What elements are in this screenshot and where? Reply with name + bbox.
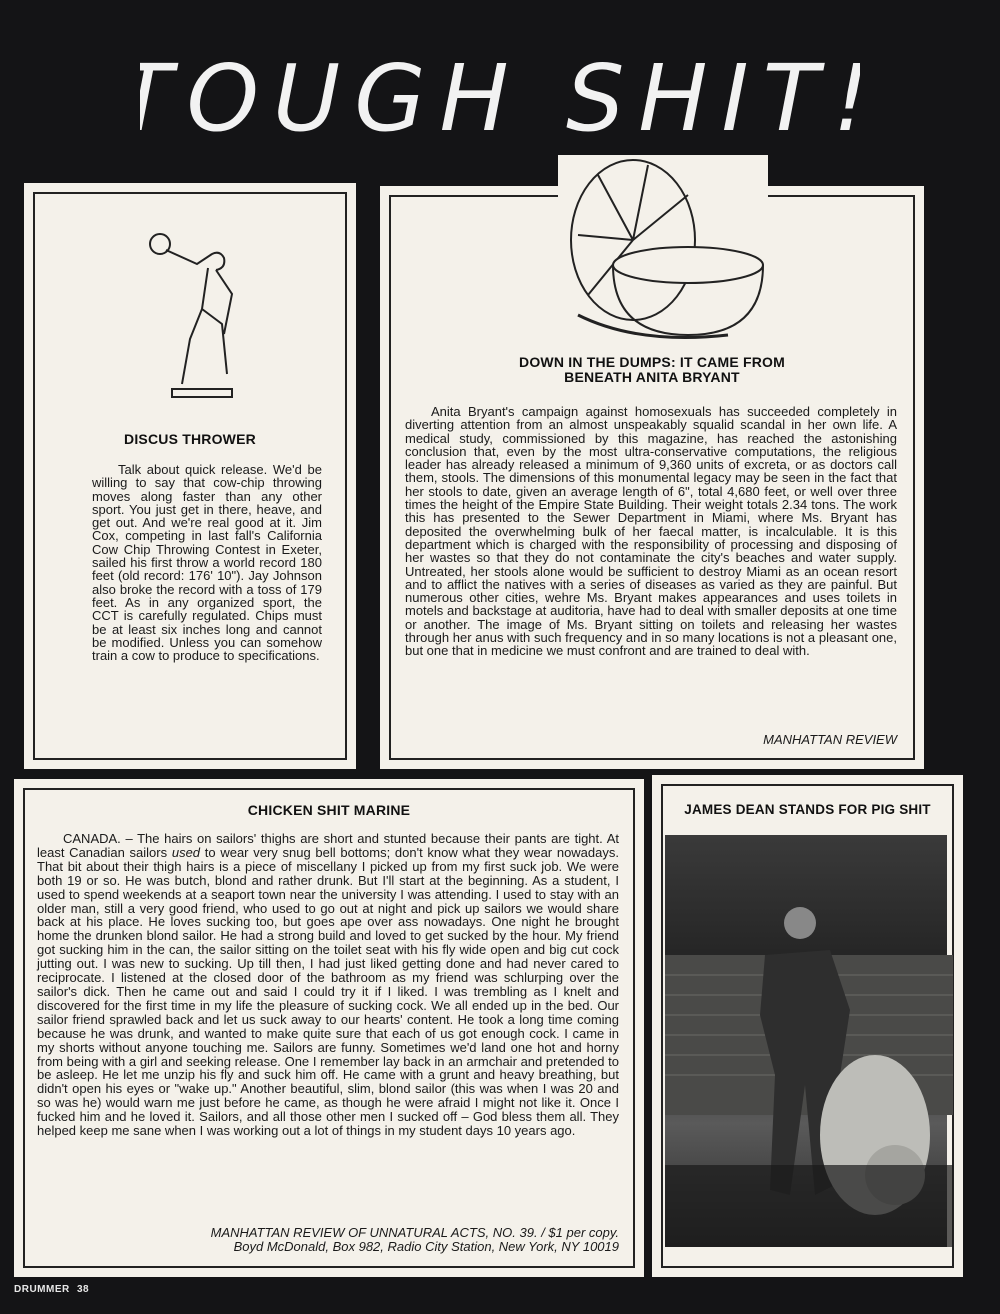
article-discus-thrower [24,183,356,769]
page-title-text: TOUGH SHIT! [140,45,860,152]
magazine-name: DRUMMER [14,1284,70,1295]
orange-illustration [558,155,768,345]
credit-line: Boyd McDonald, Box 982, Radio City Station, New York, NY 10019 [233,1239,619,1254]
discus-statue-illustration [142,224,262,409]
article-down-in-the-dumps [380,186,924,769]
headline: DOWN IN THE DUMPS: IT CAME FROM BENEATH ANITA BRYANT [519,354,785,385]
body-part: CANADA. – The hairs on sailors' thighs are short and stunted because their pants are tight. At least Canadian sailors [37,831,619,860]
credit-line: MANHATTAN REVIEW OF UNNATURAL ACTS, NO. 39. / $1 per copy. [210,1225,619,1240]
article-body [37,832,619,1138]
credit [211,1226,619,1254]
page-title [140,30,860,160]
article-james-dean [652,775,963,1277]
page-number: 38 [77,1284,90,1295]
james-dean-pig-photo [665,835,947,1247]
headline: DISCUS THROWER [124,431,256,447]
page-footer [14,1284,89,1295]
credit: MANHATTAN REVIEW [763,732,897,747]
emphasis: used [171,844,201,860]
article-body: Anita Bryant's campaign against homosexuals has succeeded completely in diverting attention from an almost unspeakably squalid scandal in her own life. A medical study, commissioned by this magazine, has reached the astonishing conclusion that, even by the most ultra-conservative computations, the religious leader has already released a minimum of 9,360 units of excreta, or as doctors call them, stools. The dimensions of this monumental legacy may be seen in the fact that her stools to date, given an average length of 6", total 4,680 feet, or well over three times the height of the Empire State Building. Their weight totals 2.34 tons. The work this has presented to the Sewer Department in Miami, where Ms. Bryant has deposited the overwhelming bulk of her faecal matter, is incalculable. It is this department which is charged with the responsibility of processing and disposing of her wastes so that they do not contaminate the city's beaches and water supply. Untreated, her stools alone would be sufficient to destroy Miami as an ocean resort and to afflict the natives with a series of diseases as varied as they are painful. But numerous other cities, wehre Ms. Bryant makes appearances and uses toilets in motels and backstage at auditoria, have had to deal with smaller deposits at one time or another. The image of Ms. Bryant sitting on toilets and releasing her wastes through her anus with such frequency and in so many locations is not a pleasant one, but one that in medicine we must confront and are trained to deal with. [405,404,897,659]
headline: CHICKEN SHIT MARINE [247,802,411,818]
article-body: Talk about quick release. We'd be willing to say that cow-chip throwing moves along faster than any other sport. You just get in there, heave, and get out. And we're real good at it. Jim Cox, competing in last fall's California Cow Chip Throwing Contest in Exeter, sailed his first throw a world record 180 feet (old record: 176' 10"). Jay Johnson also broke the record with a toss of 179 feet. As in any organized sport, the CCT is carefully regulated. Chips must be at least six inches long and cannot be modified. Unless you can somehow train a cow to produce to specifications. [92,462,322,664]
article-chicken-shit-marine [14,779,644,1277]
body-part: to wear very snug bell bottoms; don't know what they wear nowadays. That bit about their thigh hairs is a piece of miscellany I picked up from my first suck job. We were both 19 or so. He was butch, blond and rather drunk. But I'll start at the beginning. As a student, I used to spend weekends at a seaport town near the university I was attending. I used to stay with an older man, still a very good friend, who used to go out at night and pick up sailors we would share back at his place. He loves sucking too, but goes ape over ass nowadays. One night he brought home the drunken blond sailor. He had a strong build and loved to get sucked by the hour. My friend got sucking him in the can, the sailor sitting on the toilet seat with his fly wide open and big cut cock jutting out. I was new to sucking. Up till then, I had just liked getting done and had never cared to reciprocate. I listened at the closed door of the bathroom as my friend was schlurping over the sailor's dick. Then he came out and said I could try it if I liked. I was trembling as I knelt and discovered for the first time in my life the pleasure of sucking cock. We all ended up in the bed. Our sailor friend sprawled back and let us suck away to our hearts' content. He took a long time coming because he was drunk, and wanted to make quite sure that each of us got enough cock. I came in my shorts without anyone touching me. Sailors are funny. Sometimes we'd land one hot and horny from being with a girl and seeking release. One I remember lay back in an armchair and pretended to be asleep. He let me unzip his fly and suck him off. He came with a grunt and heavy breathing, but didn't open his eyes or "wake up." Another beautiful, slim, blond sailor (this was when I was 20 and so was he) would warn me just before he came, as though he were afraid I might not like it. Once I fucked him and he loved it. Sailors, and all those other men I sucked off – God bless them all. They helped keep me sane when I was working out a lot of things in my student days 10 years ago. [37,844,619,1139]
headline: JAMES DEAN STANDS FOR PIG SHIT [684,802,931,817]
